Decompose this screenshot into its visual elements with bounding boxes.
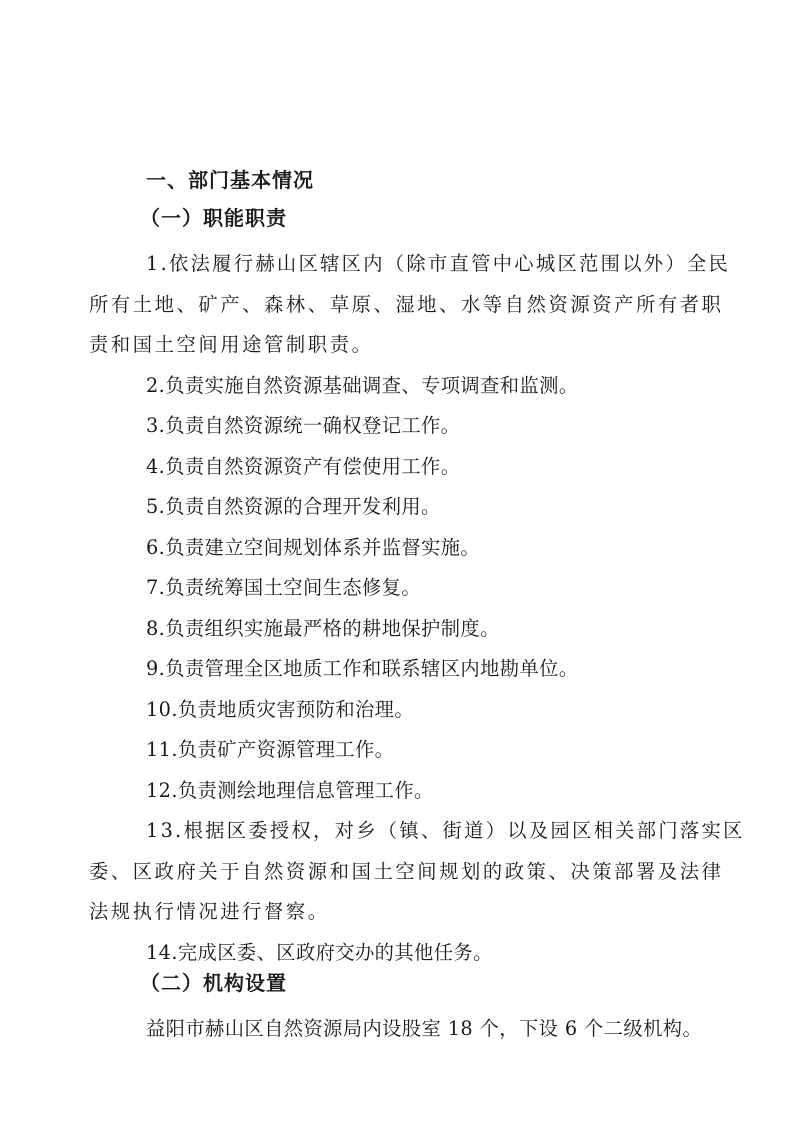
paragraph-line: 8.负责组织实施最严格的耕地保护制度。 xyxy=(146,616,500,640)
paragraph-line: 2.负责实施自然资源基础调查、专项调查和监测。 xyxy=(146,373,579,397)
paragraph xyxy=(146,1009,706,1050)
paragraph-line: 1.依法履行赫山区辖区内（除市直管中心城区范围以外）全民 xyxy=(146,252,731,275)
list-item xyxy=(146,487,706,528)
list-item xyxy=(146,366,706,407)
paragraph-line: 9.负责管理全区地质工作和联系辖区内地勘单位。 xyxy=(146,657,579,680)
paragraph-line: 委、区政府关于自然资源和国土空间规划的政策、决策部署及法律 xyxy=(89,859,724,883)
list-item xyxy=(89,244,731,366)
list-item xyxy=(89,811,745,933)
paragraph-line: 10.负责地质灾害预防和治理。 xyxy=(146,697,415,721)
list-item xyxy=(146,528,706,569)
paragraph-line: 3.负责自然资源统一确权登记工作。 xyxy=(146,414,461,437)
list-item xyxy=(146,406,706,447)
list-item xyxy=(146,730,706,771)
list-item xyxy=(146,771,706,812)
list-item xyxy=(146,933,706,974)
paragraph-line: 5.负责自然资源的合理开发利用。 xyxy=(146,495,441,518)
paragraph-line: 12.负责测绘地理信息管理工作。 xyxy=(146,778,434,802)
list-item xyxy=(146,649,706,690)
list-item xyxy=(146,690,706,731)
paragraph-line: 4.负责自然资源资产有偿使用工作。 xyxy=(146,454,461,478)
paragraph-line: 所有土地、矿产、森林、草原、湿地、水等自然资源资产所有者职 xyxy=(89,292,724,316)
list-item xyxy=(146,609,706,650)
section-heading: 一、部门基本情况 xyxy=(146,168,314,192)
paragraph-line: 13.根据区委授权，对乡（镇、街道）以及园区相关部门落实区 xyxy=(146,819,745,842)
paragraph-line: 法规执行情况进行督察。 xyxy=(89,900,330,923)
subsection-heading-functions: （一）职能职责 xyxy=(140,206,287,230)
paragraph-line: 责和国土空间用途管制职责。 xyxy=(89,333,374,356)
document-body xyxy=(89,166,745,1050)
paragraph-line: 7.负责统筹国土空间生态修复。 xyxy=(146,576,422,599)
paragraph-line: 益阳市赫山区自然资源局内设股室 18 个，下设 6 个二级机构。 xyxy=(146,1017,703,1040)
subsection-heading-organization: （二）机构设置 xyxy=(140,971,287,995)
paragraph-line: 6.负责建立空间规划体系并监督实施。 xyxy=(146,535,481,559)
paragraph-line: 14.完成区委、区政府交办的其他任务。 xyxy=(146,940,493,964)
paragraph-line: 11.负责矿产资源管理工作。 xyxy=(146,738,395,761)
list-item xyxy=(146,447,706,488)
list-item xyxy=(146,568,706,609)
